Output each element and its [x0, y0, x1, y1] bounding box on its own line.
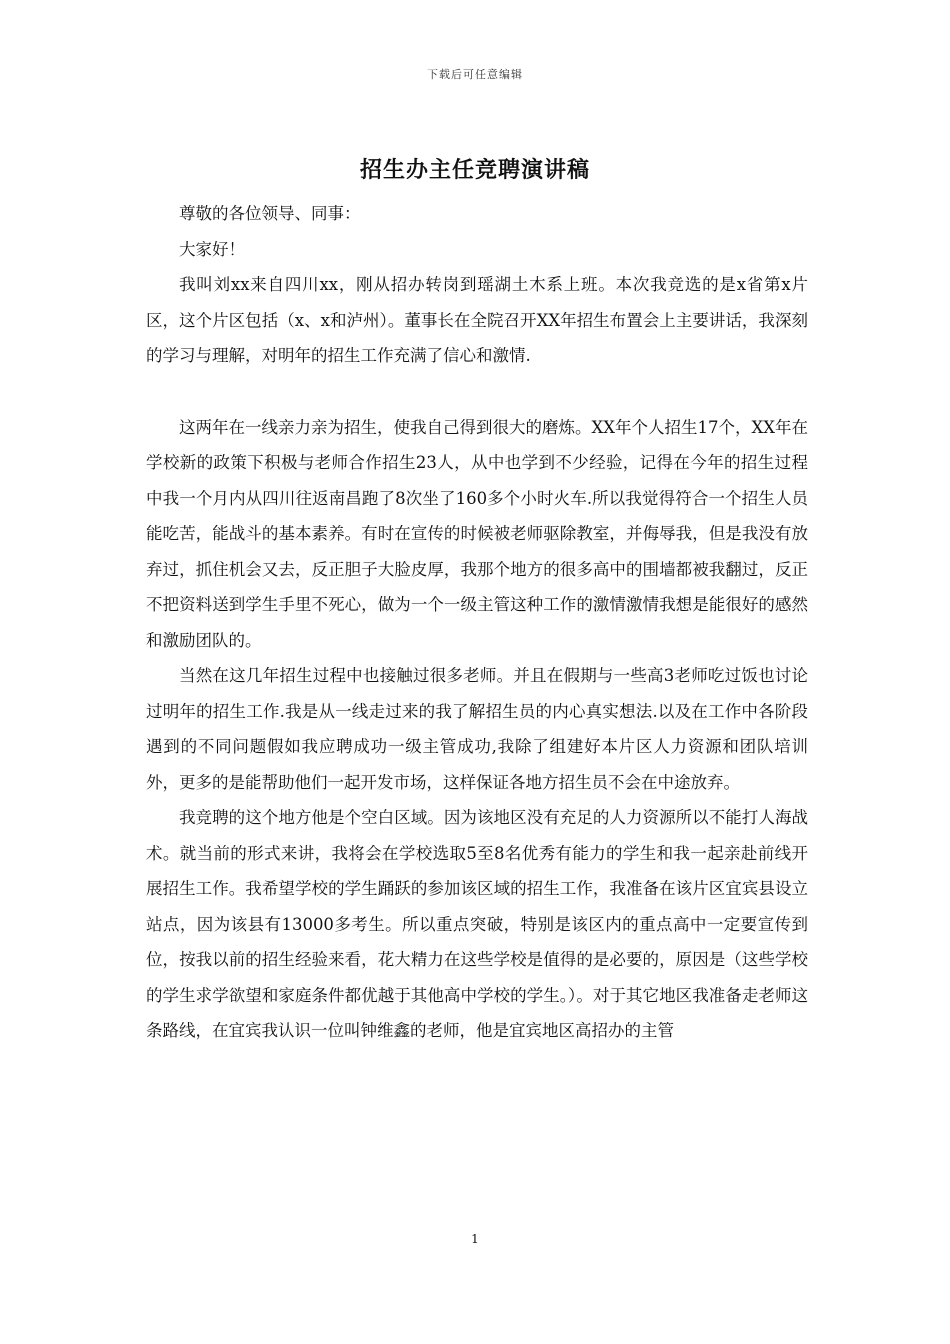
page-number: 1 — [471, 1232, 479, 1246]
paragraph-intro: 我叫刘xx来自四川xx，刚从招办转岗到瑶湖土木系上班。本次我竞选的是x省第x片区，这个片区包括（x、x和泸州）。董事长在全院召开XX年招生布置会上主要讲话，我深刻的学习与理解，对明年的招生工作充满了信心和激情. — [146, 275, 808, 365]
greeting: 大家好！ — [179, 239, 245, 259]
document-body — [146, 196, 808, 1049]
document-title: 招生办主任竞聘演讲稿 — [359, 157, 590, 183]
salutation: 尊敬的各位领导、同事： — [179, 204, 361, 223]
header-note: 下载后可任意编辑 — [427, 68, 523, 81]
paragraph-teachers: 当然在这几年招生过程中也接触过很多老师。并且在假期与一些高3老师吃过饭也讨论过明年的招生工作.我是从一线走过来的我了解招生员的内心真实想法.以及在工作中各阶段遇到的不同问题假如我应聘成功一级主管成功,我除了组建好本片区人力资源和团队培训外，更多的是能帮助他们一起开发市场，这样保证各地方招生员不会在中途放弃。 — [146, 666, 808, 792]
paragraph-plan: 我竞聘的这个地方他是个空白区域。因为该地区没有充足的人力资源所以不能打人海战术。就当前的形式来讲，我将会在学校选取5至8名优秀有能力的学生和我一起亲赴前线开展招生工作。我希望学校的学生踊跃的参加该区域的招生工作，我准备在该片区宜宾县设立站点，因为该县有13000多考生。所以重点突破，特别是该区内的重点高中一定要宣传到位，按我以前的招生经验来看，花大精力在这些学校是值得的是必要的，原因是（这些学校的学生求学欲望和家庭条件都优越于其他高中学校的学生。）。对于其它地区我准备走老师这条路线，在宜宾我认识一位叫钟维鑫的老师，他是宜宾地区高招办的主管 — [146, 808, 808, 1040]
paragraph-experience: 这两年在一线亲力亲为招生，使我自己得到很大的磨炼。XX年个人招生17个，XX年在学校新的政策下积极与老师合作招生23人，从中也学到不少经验，记得在今年的招生过程中我一个月内从四川往返南昌跑了8次坐了160多个小时火车.所以我觉得符合一个招生人员能吃苦，能战斗的基本素养。有时在宣传的时候被老师驱除教室，并侮辱我，但是我没有放弃过，抓住机会又去，反正胆子大脸皮厚，我那个地方的很多高中的围墙都被我翻过，反正不把资料送到学生手里不死心，做为一个一级主管这种工作的激情激情我想是能很好的感然和激励团队的。 — [146, 417, 808, 650]
